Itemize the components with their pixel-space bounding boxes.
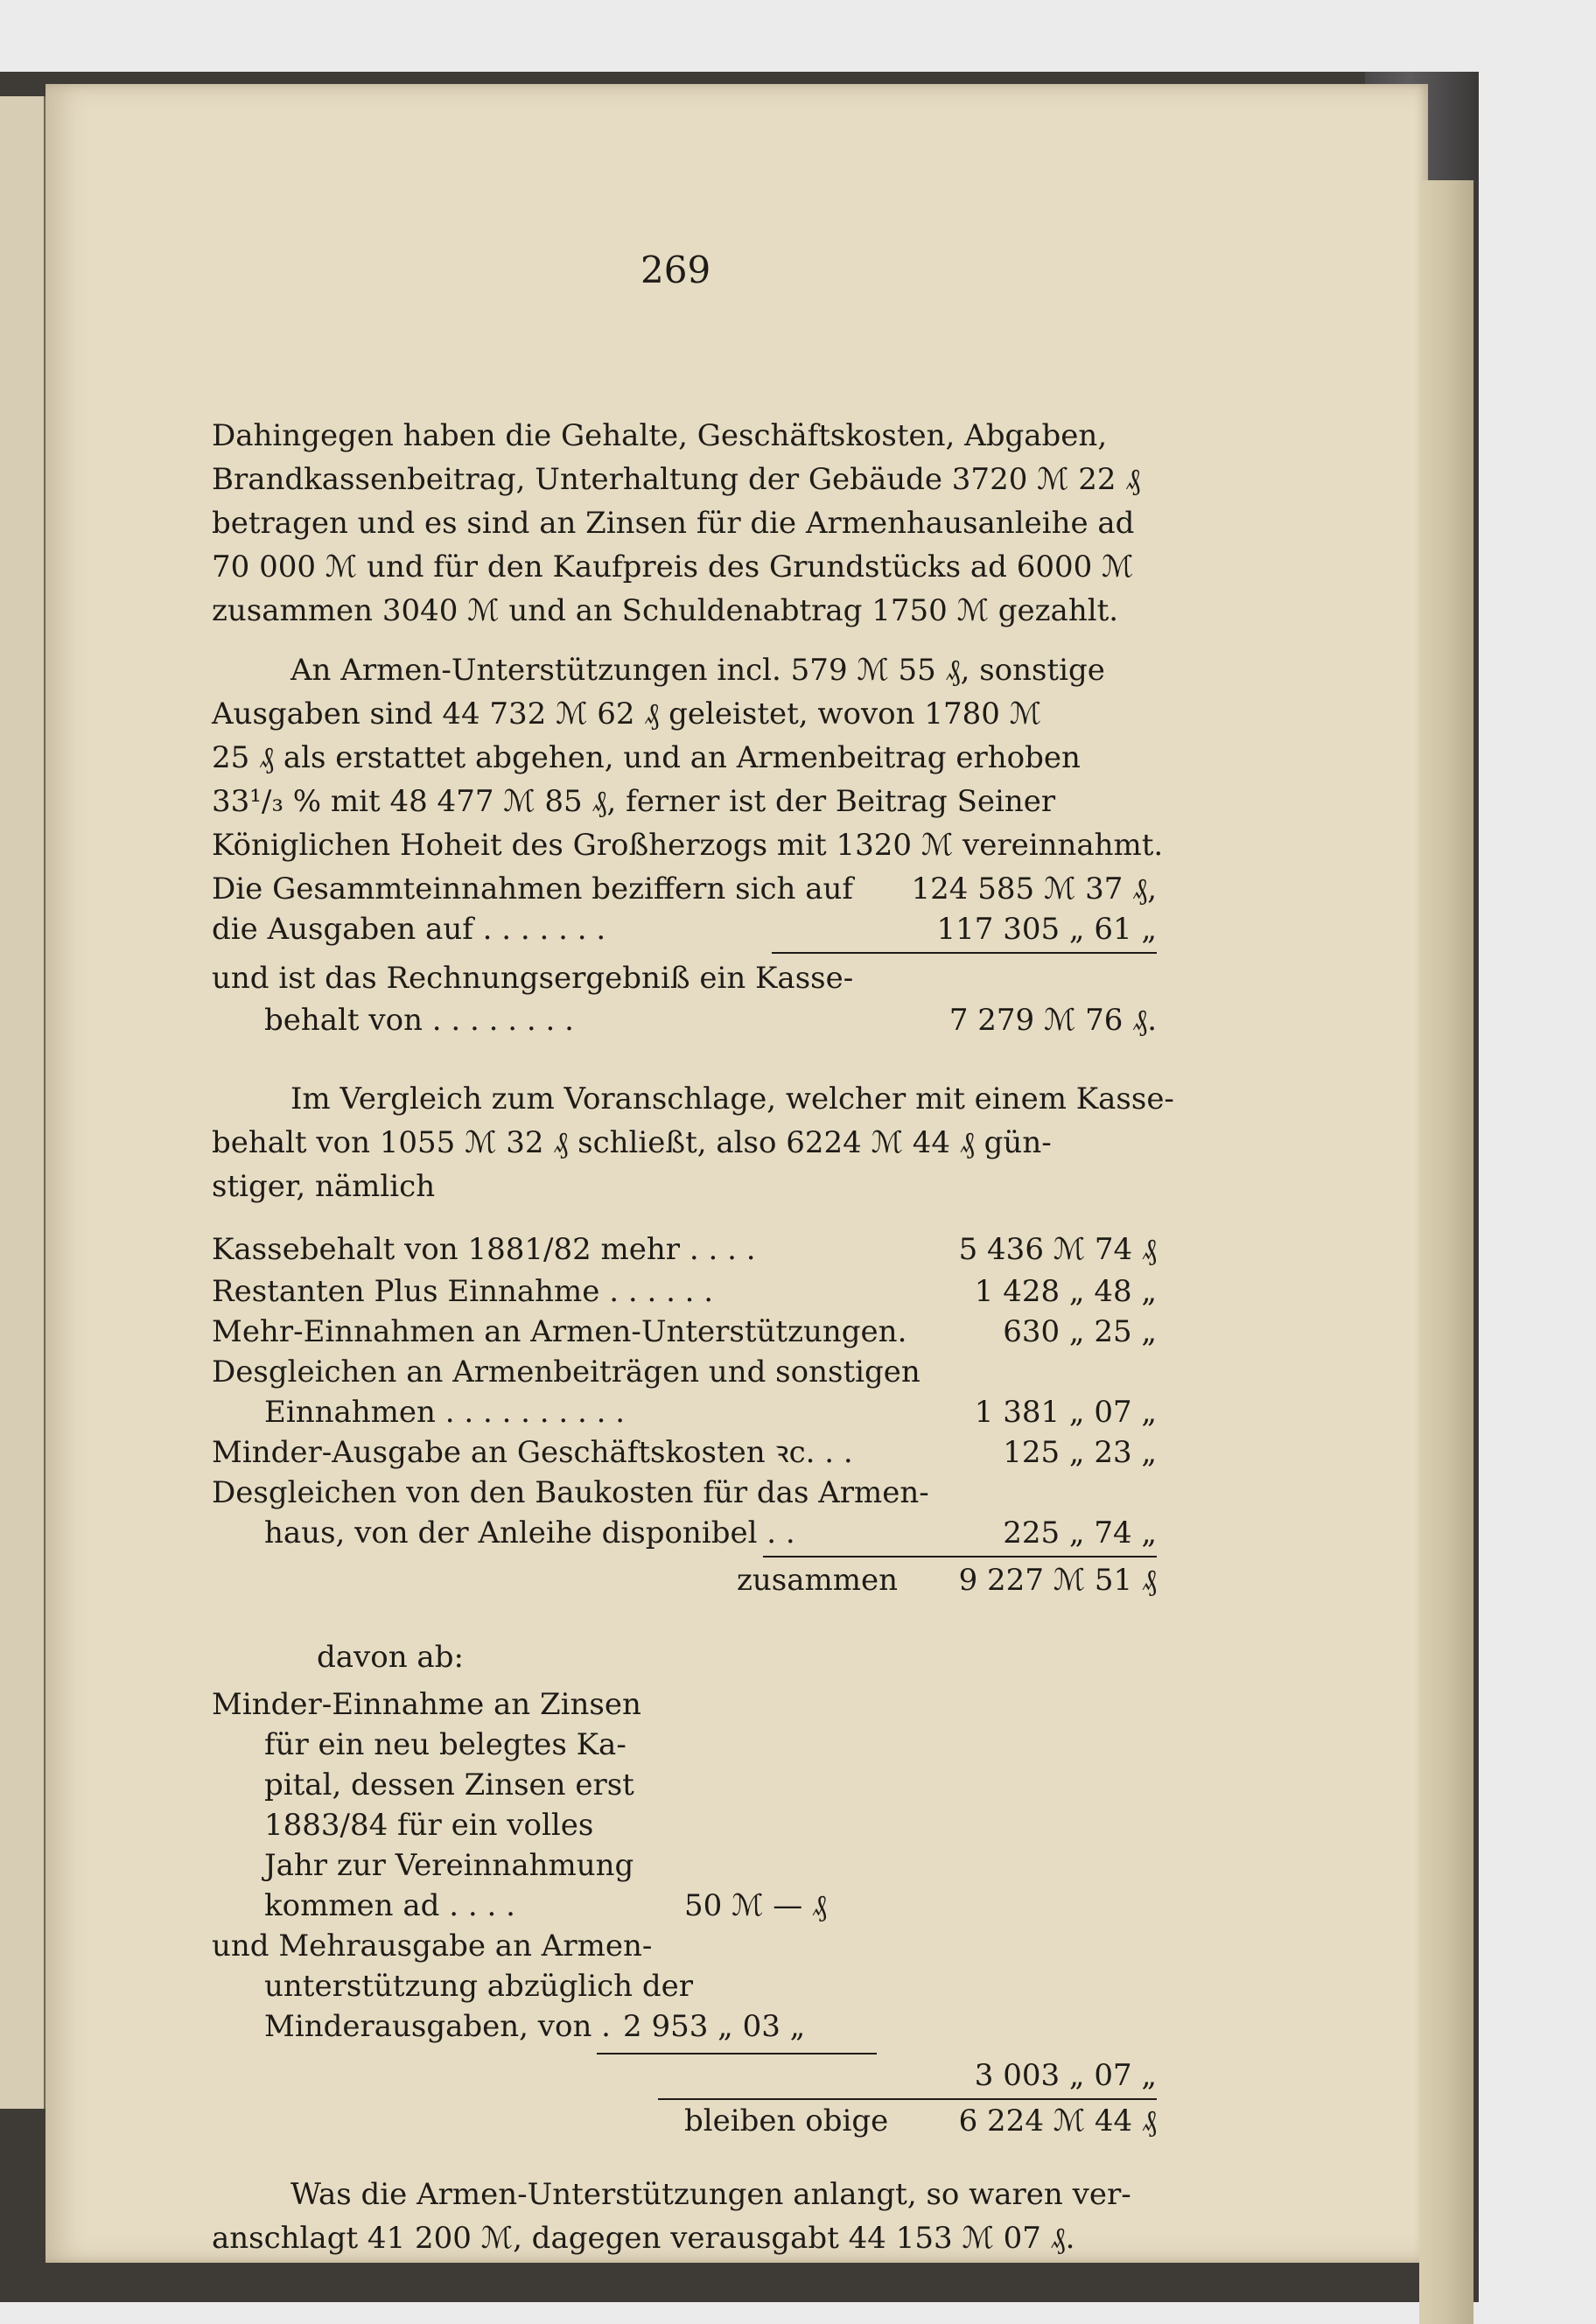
paragraph-1-line: [212, 416, 1157, 455]
breakdown-value: 5 436 ℳ 74 ₰: [958, 1232, 1157, 1267]
deduction-value: 50 ℳ — ₰: [684, 1888, 828, 1923]
ergebnis-label: behalt von . . . . . . . .: [264, 1003, 574, 1038]
deduction-line: Minderausgaben, von .: [264, 2009, 611, 2044]
subtotal-value: 3 003 „ 07 „: [974, 2058, 1157, 2093]
breakdown-label: Desgleichen an Armenbeiträgen und sonstigen: [212, 1354, 920, 1390]
ergebnis-label: und ist das Rechnungsergebniß ein Kasse-: [212, 961, 854, 996]
text-line: Dahingegen haben die Gehalte, Geschäftskosten, Abgaben,: [212, 418, 1108, 453]
breakdown-label: Desgleichen von den Baukosten für das Armen-: [212, 1475, 929, 1510]
bleiben-label: bleiben obige: [684, 2104, 889, 2138]
paragraph-1-line: zusammen 3040 ℳ und an Schuldenabtrag 1750 ℳ gezahlt.: [212, 593, 1119, 628]
paragraph-4-line: Was die Armen-Unterstützungen anlangt, so waren ver-: [290, 2177, 1131, 2212]
breakdown-label: haus, von der Anleihe disponibel . .: [264, 1516, 795, 1550]
deduction-line: Minder-Einnahme an Zinsen: [212, 1687, 641, 1722]
ergebnis-value: 7 279 ℳ 76 ₰.: [948, 1003, 1157, 1038]
previous-page-edge: [0, 96, 46, 2109]
paragraph-1-line: Brandkassenbeitrag, Unterhaltung der Gebäude 3720 ℳ 22 ₰: [212, 462, 1141, 497]
paragraph-2-line: An Armen-Unterstützungen incl. 579 ℳ 55 ₰, sonstige: [290, 653, 1105, 688]
deduction-line: kommen ad . . . .: [264, 1888, 515, 1923]
breakdown-value: 1 381 „ 07 „: [974, 1395, 1157, 1430]
ausgaben-value: 117 305 „ 61 „: [936, 912, 1157, 947]
breakdown-label: Mehr-Einnahmen an Armen-Unterstützungen.: [212, 1314, 907, 1349]
deduction-line: für ein neu belegtes Ka-: [264, 1727, 626, 1762]
paragraph-3-line: behalt von 1055 ℳ 32 ₰ schließt, also 6224 ℳ 44 ₰ gün-: [212, 1125, 1052, 1160]
breakdown-label: Minder-Ausgabe an Geschäftskosten ꝛc. . .: [212, 1435, 853, 1470]
breakdown-label: Kassebehalt von 1881/82 mehr . . . .: [212, 1232, 756, 1267]
bleiben-value: 6 224 ℳ 44 ₰: [958, 2104, 1157, 2138]
page-number: 269: [640, 248, 711, 291]
paragraph-3-line: stiger, nämlich: [212, 1169, 436, 1204]
deduction-line: Jahr zur Vereinnahmung: [264, 1848, 634, 1883]
zusammen-label: zusammen: [737, 1563, 899, 1598]
sum-rule: [772, 952, 1157, 954]
breakdown-value: 125 „ 23 „: [1003, 1435, 1157, 1470]
paragraph-2-line: Königlichen Hoheit des Großherzogs mit 1320 ℳ vereinnahmt.: [212, 828, 1164, 863]
page-stack-edge: [1419, 180, 1474, 2324]
paragraph-1-line: betragen und es sind an Zinsen für die Armenhausanleihe ad: [212, 506, 1135, 541]
paragraph-2-line: 25 ₰ als erstattet abgehen, und an Armenbeitrag erhoben: [212, 740, 1081, 775]
deduction-value: 2 953 „ 03 „: [623, 2009, 806, 2044]
paragraph-1-line: 70 000 ℳ und für den Kaufpreis des Grundstücks ad 6000 ℳ: [212, 550, 1134, 584]
deduction-line: 1883/84 für ein volles: [264, 1808, 594, 1843]
deduction-line: unterstützung abzüglich der: [264, 1969, 694, 2004]
sum-rule: [763, 1556, 1157, 1558]
deduction-line: und Mehrausgabe an Armen-: [212, 1928, 653, 1964]
paragraph-3-line: Im Vergleich zum Voranschlage, welcher mit einem Kasse-: [290, 1082, 1174, 1116]
breakdown-value: 225 „ 74 „: [1003, 1516, 1157, 1550]
paragraph-2-line: 33¹/₃ % mit 48 477 ℳ 85 ₰, ferner ist der Beitrag Seiner: [212, 784, 1056, 819]
breakdown-label: Restanten Plus Einnahme . . . . . .: [212, 1274, 714, 1309]
einnahmen-value: 124 585 ℳ 37 ₰,: [911, 872, 1157, 906]
breakdown-value: 1 428 „ 48 „: [974, 1274, 1157, 1309]
breakdown-label: Einnahmen . . . . . . . . . .: [264, 1395, 626, 1430]
ausgaben-label: die Ausgaben auf . . . . . . .: [212, 912, 606, 947]
deduction-line: pital, dessen Zinsen erst: [264, 1768, 634, 1802]
paragraph-4-line: anschlagt 41 200 ℳ, dagegen verausgabt 44 153 ℳ 07 ₰.: [212, 2221, 1075, 2256]
difference-rule: [658, 2098, 1157, 2100]
zusammen-value: 9 227 ℳ 51 ₰: [958, 1563, 1157, 1598]
davon-ab-title: davon ab:: [317, 1640, 464, 1675]
breakdown-value: 630 „ 25 „: [1003, 1314, 1157, 1349]
paragraph-2-line: Ausgaben sind 44 732 ℳ 62 ₰ geleistet, wovon 1780 ℳ: [212, 696, 1042, 732]
book-page: [46, 84, 1428, 2263]
subtotal-rule: [597, 2053, 877, 2054]
einnahmen-label: Die Gesammteinnahmen beziffern sich auf: [212, 872, 853, 906]
